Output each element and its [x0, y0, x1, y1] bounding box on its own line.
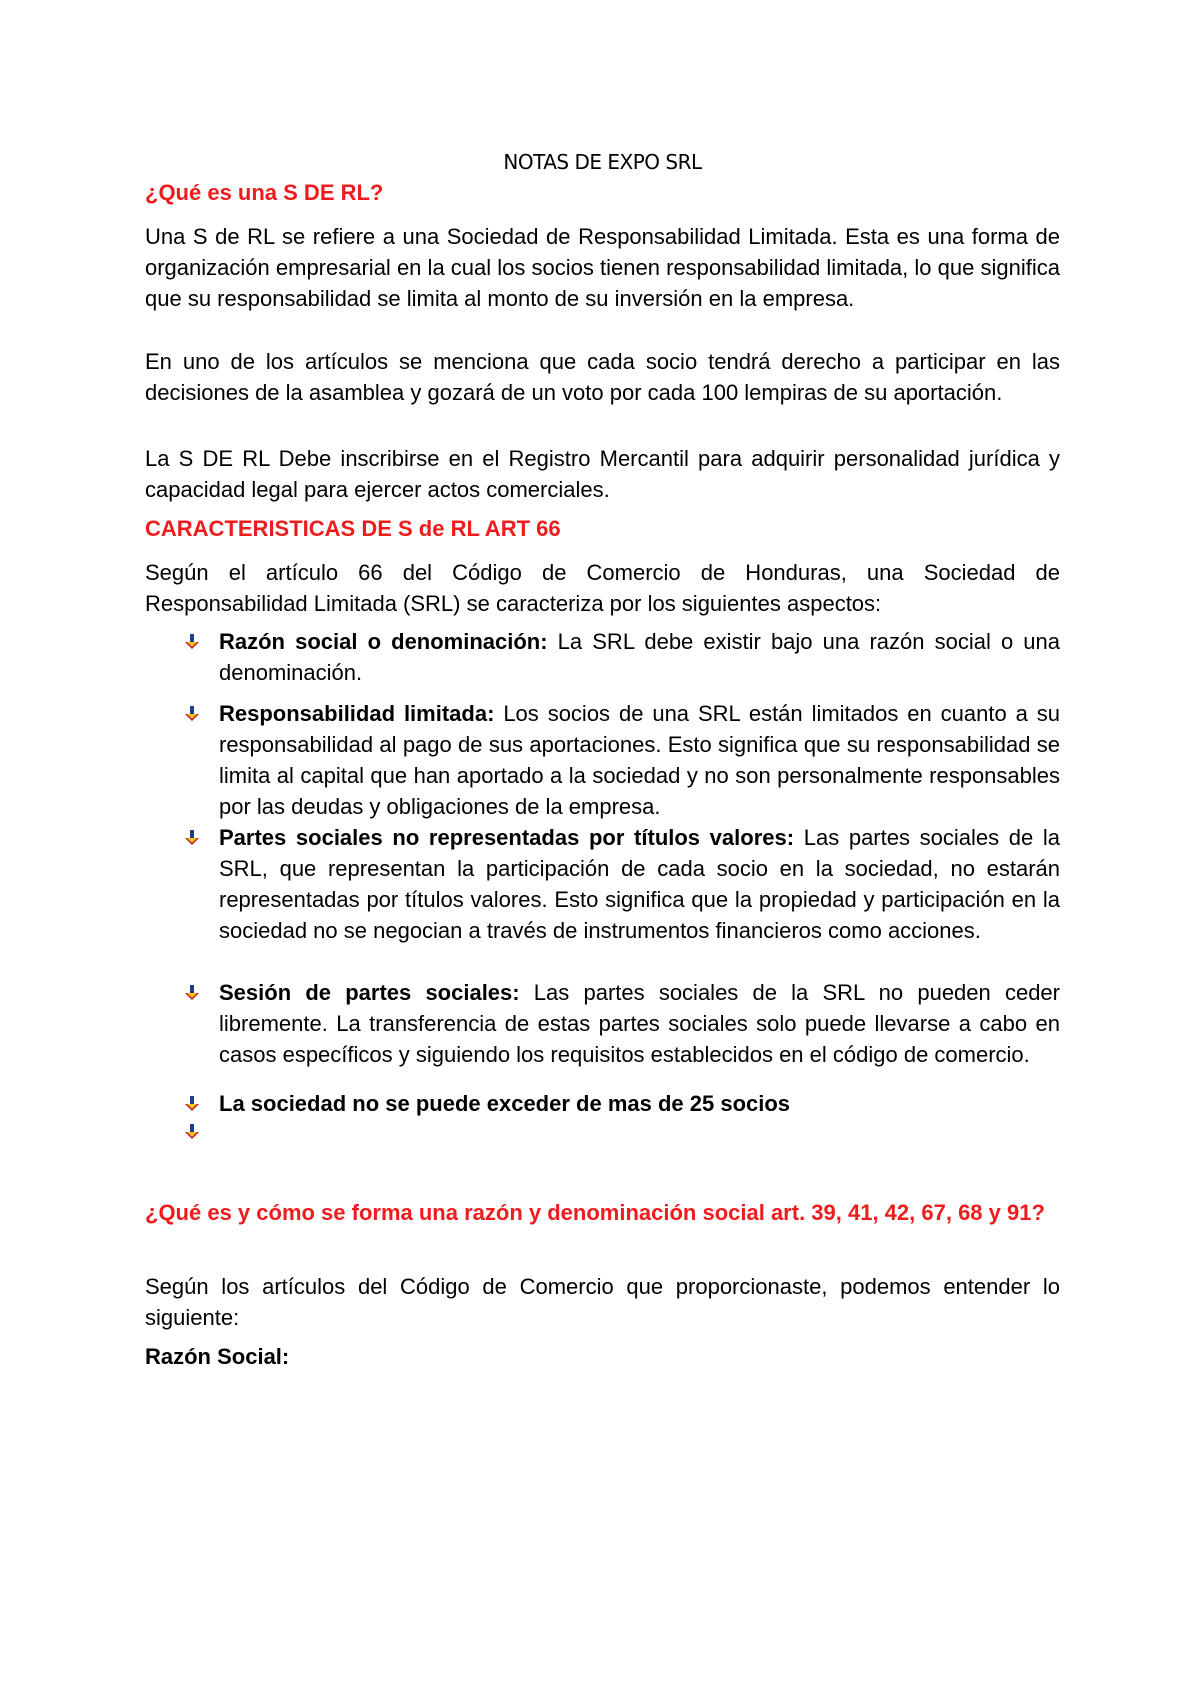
list-item-text — [219, 1088, 1060, 1119]
list-item-description: Las partes sociales de la SRL no pueden ceder libremente. La transferencia de estas partes sociales solo puede llevarse a cabo en casos específicos y siguiendo los requisitos establecidos en el código de comercio. — [219, 980, 1060, 1067]
subheading-razon-social: Razón Social: — [145, 1344, 290, 1369]
list-item-term: Partes sociales no representadas por títulos valores: — [219, 825, 795, 850]
paragraph-voto: En uno de los artículos se menciona que cada socio tendrá derecho a participar en las decisiones de la asamblea y gozará de un voto por cada 100 lempiras de su aportación. — [145, 349, 1060, 405]
paragraph-art66-intro: Según el artículo 66 del Código de Comercio de Honduras, una Sociedad de Responsabilidad Limitada (SRL) se caracteriza por los siguientes aspectos: — [145, 560, 1060, 616]
list-item-term: La sociedad no se puede exceder de mas de 25 socios — [219, 1091, 791, 1116]
list-item-description: Los socios de una SRL están limitados en cuanto a su responsabilidad al pago de sus aportaciones. Esto significa que su responsabilidad se limita al capital que han aportado a la sociedad y no son personalmente responsables por las deudas y obligaciones de la empresa. — [219, 701, 1061, 819]
arrow-down-bullet-icon — [184, 1124, 200, 1140]
list-item-description: Las partes sociales de la SRL, que representan la participación de cada socio en la sociedad, no estarán representadas por títulos valores. Esto significa que la propiedad y participación en la sociedad no se negocian a través de instrumentos financieros como acciones. — [219, 825, 1060, 943]
section-heading-que-es: ¿Qué es una S DE RL? — [145, 180, 384, 205]
section-heading-caracteristicas: CARACTERISTICAS DE S de RL ART 66 — [145, 516, 561, 541]
list-item-text — [219, 977, 1060, 1070]
list-item-term: Sesión de partes sociales: — [219, 980, 520, 1005]
arrow-down-bullet-icon — [184, 830, 200, 846]
paragraph-registro: La S DE RL Debe inscribirse en el Registro Mercantil para adquirir personalidad jurídica y capacidad legal para ejercer actos comerciales. — [145, 446, 1060, 502]
arrow-down-bullet-icon — [184, 706, 200, 722]
list-item-text — [219, 822, 1060, 946]
list-item-text — [219, 626, 1060, 688]
paragraph-articulos-intro: Según los artículos del Código de Comercio que proporcionaste, podemos entender lo siguiente: — [145, 1274, 1060, 1330]
list-item-description: La SRL debe existir bajo una razón social o una denominación. — [219, 629, 1061, 685]
list-item-text — [219, 698, 1060, 822]
arrow-down-bullet-icon — [184, 634, 200, 650]
arrow-down-bullet-icon — [184, 1096, 200, 1112]
arrow-down-bullet-icon — [184, 985, 200, 1001]
paragraph-definicion: Una S de RL se refiere a una Sociedad de Responsabilidad Limitada. Esta es una forma de organización empresarial en la cual los socios tienen responsabilidad limitada, lo que significa que su responsabilidad se limita al monto de su inversión en la empresa. — [145, 224, 1060, 311]
section-heading-razon-denominacion: ¿Qué es y cómo se forma una razón y denominación social art. 39, 41, 42, 67, 68 y 91? — [145, 1200, 1045, 1225]
list-item-term: Razón social o denominación: — [219, 629, 548, 654]
list-item-term: Responsabilidad limitada: — [219, 701, 495, 726]
document-title: NOTAS DE EXPO SRL — [503, 150, 702, 174]
